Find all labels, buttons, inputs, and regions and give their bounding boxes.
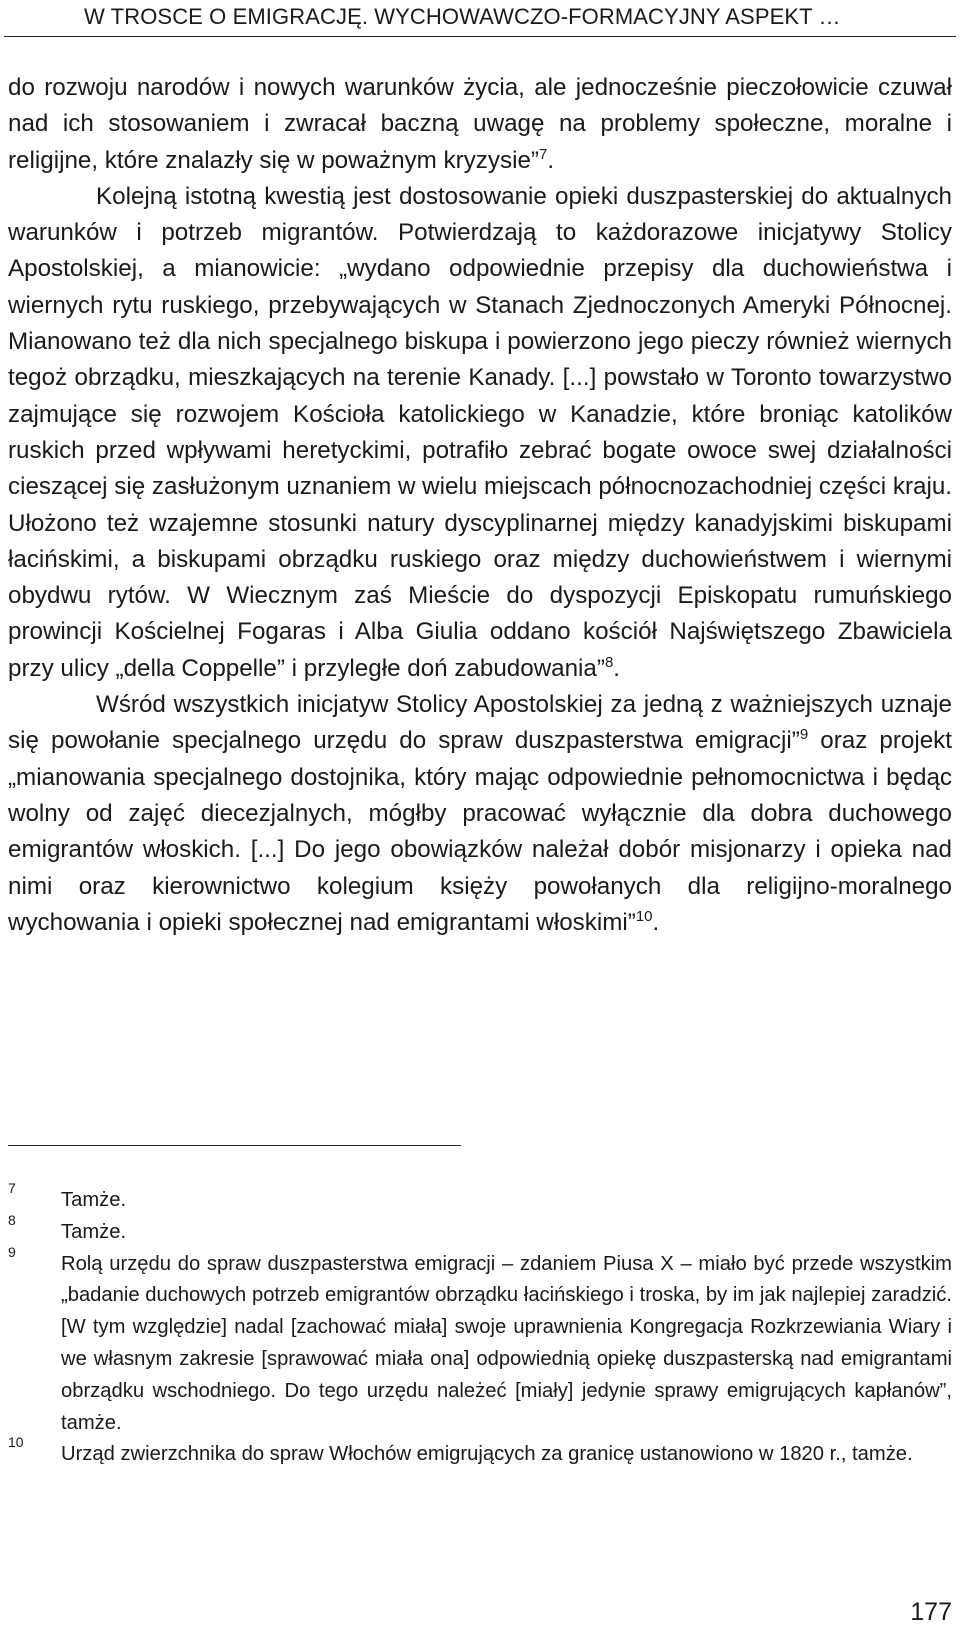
footnote-number: 9: [8, 1243, 16, 1260]
paragraph-2-end: .: [613, 654, 621, 682]
page-number: 177: [910, 1598, 952, 1626]
paragraph-3-text-a: Wśród wszystkich inicjatyw Stolicy Apostolskiej za jedną z ważniejszych uznaje się powołanie specjalnego urzędu do spraw duszpasterstwa emigracji”: [8, 691, 952, 755]
paragraph-2-text: Kolejną istotną kwestią jest dostosowanie opieki duszpasterskiej do aktualnych warunków i potrzeb migrantów. Potwierdzają to każdorazowe inicjatywy Stolicy Apostolskiej, a mianowicie: „wydano odpowiednie przepisy dla duchowieństwa i wiernych rytu ruskiego, przebywających w Stanach Zjednoczonych Ameryki Północnej. Mianowano też dla nich specjalnego biskupa i powierzono jego pieczy również wiernych tegoż obrządku, mieszkających na terenie Kanady. [...] powstało w Toronto towarzystwo zajmujące się rozwojem Kościoła katolickiego w Kanadzie, które broniąc katolików ruskich przed wpływami heretyckimi, potrafiło zebrać bogate owoce swej działalności cieszącej się zasłużonym uznaniem w wielu miejscach północnozachodniej części kraju. Ułożono też wzajemne stosunki natury dyscyplinarnej między kanadyjskimi biskupami łacińskimi, a biskupami obrządku ruskiego oraz między duchowieństwem i wiernymi obydwu rytów. W Wiecznym zaś Mieście do dyspozycji Episkopatu rumuńskiego prowincji Kościelnej Fogaras i Alba Giulia oddano kościół Najświętszego Zbawiciela przy ulicy „della Coppelle” i przyległe doń zabudowania”: [8, 182, 952, 682]
footnote-text: Urząd zwierzchnika do spraw Włochów emigrujących za granicę ustanowiono w 1820 r., tamże.: [61, 1443, 913, 1466]
footnote-number: 10: [8, 1434, 24, 1451]
footnotes: [8, 1180, 952, 1471]
footnote-10: [8, 1434, 952, 1471]
running-header-title: W TROSCE O EMIGRACJĘ. WYCHOWAWCZO-FORMACYJNY ASPEKT …: [84, 4, 841, 29]
paragraph-2: [8, 179, 952, 687]
paragraph-3-end: .: [652, 908, 660, 936]
paragraph-3-text-b: oraz projekt „mianowania specjalnego dostojnika, który mając odpowiednie pełnomocnictwa i będąc wolny od zajęć diecezjalnych, mógłby pracować wyłącznie dla dobra duchowego emigrantów włoskich. [...] Do jego obowiązków należał dobór misjonarzy i opieka nad nimi oraz kierownictwo kolegium księży powołanych dla religijno-moralnego wychowania i opieki społecznej nad emigrantami włoskimi”: [8, 727, 952, 936]
footnote-number: 8: [8, 1211, 16, 1228]
footnote-7: [8, 1180, 952, 1217]
paragraph-1-end: .: [547, 146, 555, 174]
footnote-ref-7: 7: [538, 145, 548, 163]
footnote-8: [8, 1211, 952, 1249]
footnote-number: 7: [8, 1180, 16, 1196]
footnote-9: [8, 1243, 952, 1440]
running-header: [4, 4, 956, 37]
main-text: [8, 70, 952, 941]
footnote-separator: [8, 1145, 461, 1146]
footnote-text: Tamże.: [61, 1189, 127, 1211]
footnote-ref-8: 8: [604, 653, 614, 671]
footnote-text: Tamże.: [61, 1220, 127, 1243]
paragraph-3: [8, 687, 952, 941]
footnote-ref-9: 9: [799, 726, 809, 744]
paragraph-1-text: do rozwoju narodów i nowych warunków życia, ale jednocześnie pieczołowicie czuwał nad ich stosowaniem i zwracał baczną uwagę na problemy społeczne, moralne i religijne, które znalazły się w poważnym kryzysie”: [8, 74, 952, 174]
footnote-ref-10: 10: [635, 907, 653, 925]
paragraph-1: [8, 70, 952, 179]
footnote-text: Rolą urzędu do spraw duszpasterstwa emigracji – zdaniem Piusa X – miało być przede wszystkim „badanie duchowych potrzeb emigrantów obrządku łacińskiego i troska, by im jak najlepiej zaradzić. [W tym względzie] nadal [zachować miała] swoje uprawnienia Kongregacja Rozkrzewiania Wiary i we własnym zakresie [sprawować miała ona] odpowiednią opiekę duszpasterską nad emigrantami obrządku wschodniego. Do tego urzędu należeć [miały] jedynie sprawy emigrujących kapłanów”, tamże.: [61, 1252, 952, 1434]
